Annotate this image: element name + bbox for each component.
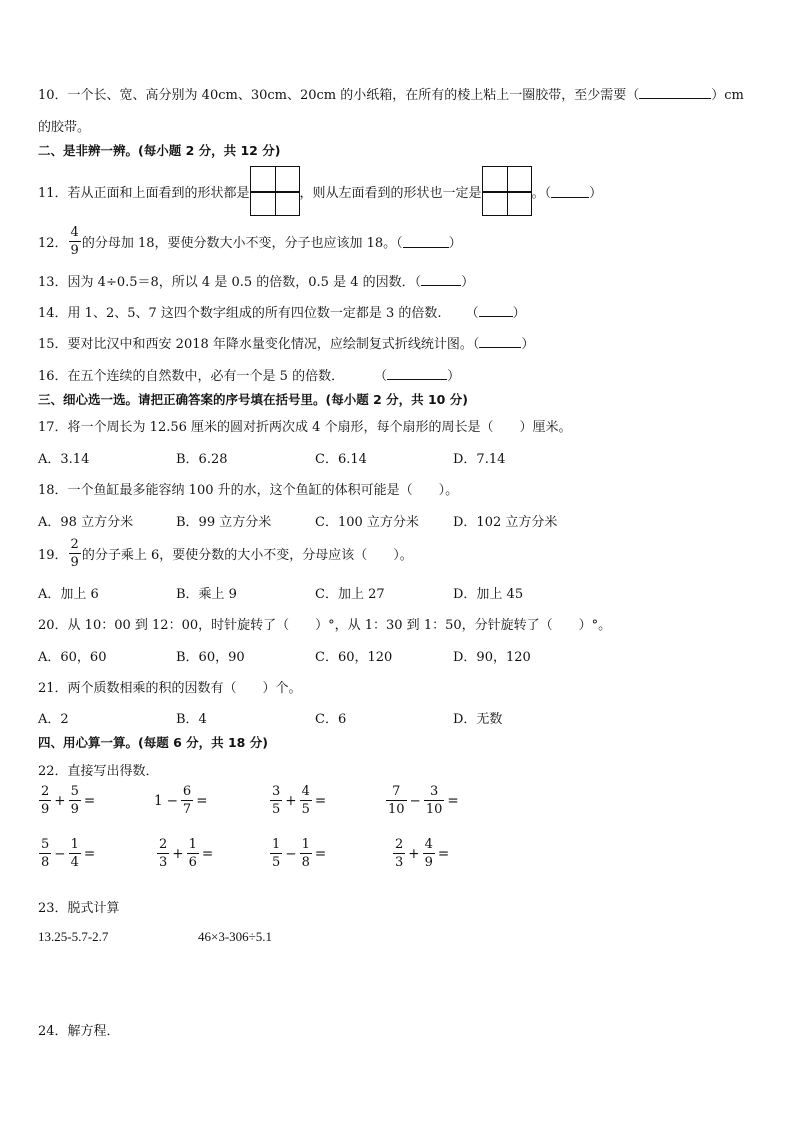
question-15: 15．要对比汉中和西安 2018 年降水量变化情况，应绘制复式折线统计图。（ ）	[38, 337, 535, 352]
option-c[interactable]: C．6	[315, 712, 347, 727]
answer-blank[interactable]	[403, 235, 449, 248]
fraction: $\frac{4}{9}$	[70, 224, 79, 258]
answer-blank[interactable]	[479, 304, 513, 317]
option-c[interactable]: C．60，120	[315, 650, 393, 665]
section-2-title: 二、是非辨一辨。(每小题 2 分，共 12 分)	[38, 143, 281, 158]
option-d[interactable]: D．加上 45	[453, 587, 524, 602]
two-by-two-grid-figure	[482, 166, 532, 216]
answer-blank[interactable]	[551, 185, 589, 198]
option-c[interactable]: C．100 立方分米	[315, 515, 419, 530]
calc-item: $\frac{1}{5}$ − $\frac{1}{8}$ =	[272, 837, 327, 870]
option-d[interactable]: D．无数	[453, 712, 503, 727]
question-23: 23．脱式计算	[38, 901, 120, 916]
question-13: 13．因为 4÷0.5＝8，所以 4 是 0.5 的倍数，0.5 是 4 的因数．（ ）	[38, 275, 475, 290]
option-a[interactable]: A．3.14	[38, 452, 90, 467]
question-10: 10．一个长、宽、高分别为 40cm、30cm、20cm 的小纸箱，在所有的棱上粘上一圈胶带，至少需要（ ）cm	[38, 88, 744, 103]
option-b[interactable]: B．99 立方分米	[176, 515, 272, 530]
option-a[interactable]: A．98 立方分米	[38, 515, 134, 530]
answer-blank[interactable]	[639, 86, 711, 99]
question-10-cont: 的胶带。	[38, 120, 91, 135]
option-b[interactable]: B．乘上 9	[176, 587, 237, 602]
fraction: $\frac{2}{9}$	[70, 536, 79, 570]
option-b[interactable]: B．60，90	[176, 650, 245, 665]
section-3-title: 三、细心选一选。请把正确答案的序号填在括号里。(每小题 2 分，共 10 分)	[38, 392, 468, 407]
expression-1: 13.25-5.7-2.7	[38, 929, 109, 944]
question-16: 16．在五个连续的自然数中，必有一个是 5 的倍数． （ ）	[38, 369, 461, 384]
option-a[interactable]: A．2	[38, 712, 69, 727]
calc-item: $\frac{7}{10}$ − $\frac{3}{10}$ =	[388, 784, 459, 817]
option-d[interactable]: D．90，120	[453, 650, 531, 665]
calc-item: $\frac{5}{8}$ − $\frac{1}{4}$ =	[41, 837, 96, 870]
calc-item: 1 − $\frac{6}{7}$ =	[154, 784, 208, 817]
option-a[interactable]: A．加上 6	[38, 587, 99, 602]
question-18: 18．一个鱼缸最多能容纳 100 升的水，这个鱼缸的体积可能是（ ）。	[38, 483, 459, 498]
expression-2: 46×3-306÷5.1	[198, 929, 273, 944]
question-11: 11．若从正面和上面看到的形状都是 ，则从左面看到的形状也一定是 。（ ）	[38, 165, 602, 217]
option-c[interactable]: C．加上 27	[315, 587, 385, 602]
question-22: 22．直接写出得数．	[38, 764, 159, 779]
section-4-title: 四、用心算一算。(每题 6 分，共 18 分)	[38, 735, 268, 750]
question-20: 20．从 10：00 到 12：00，时针旋转了（ ）°，从 1：30 到 1：50，分针旋转了（ ）°。	[38, 618, 612, 633]
option-b[interactable]: B．6.28	[176, 452, 228, 467]
answer-blank[interactable]	[387, 367, 447, 380]
answer-blank[interactable]	[479, 335, 521, 348]
option-d[interactable]: D．7.14	[453, 452, 506, 467]
question-17: 17．将一个周长为 12.56 厘米的圆对折两次成 4 个扇形，每个扇形的周长是（ ）厘米。	[38, 420, 572, 435]
question-12: 12． $\frac{4}{9}$ 的分母加 18，要使分数大小不变，分子也应该加 18。（ ）	[38, 224, 462, 258]
calc-item: $\frac{2}{3}$ + $\frac{4}{9}$ =	[395, 837, 450, 870]
two-by-two-grid-figure	[250, 166, 300, 216]
option-d[interactable]: D．102 立方分米	[453, 515, 558, 530]
answer-blank[interactable]	[421, 273, 461, 286]
option-a[interactable]: A．60，60	[38, 650, 107, 665]
option-b[interactable]: B．4	[176, 712, 207, 727]
question-24: 24．解方程．	[38, 1024, 120, 1039]
calc-item: $\frac{2}{3}$ + $\frac{1}{6}$ =	[159, 837, 214, 870]
question-14: 14．用 1、2、5、7 这四个数字组成的所有四位数一定都是 3 的倍数. （ ）	[38, 306, 526, 321]
calc-item: $\frac{2}{9}$ + $\frac{5}{9}$ =	[41, 784, 96, 817]
question-19: 19． $\frac{2}{9}$ 的分子乘上 6，要使分数的大小不变，分母应该（ ）。	[38, 536, 413, 570]
question-21: 21．两个质数相乘的积的因数有（ ）个。	[38, 681, 302, 696]
calc-item: $\frac{3}{5}$ + $\frac{4}{5}$ =	[272, 784, 327, 817]
option-c[interactable]: C．6.14	[315, 452, 367, 467]
